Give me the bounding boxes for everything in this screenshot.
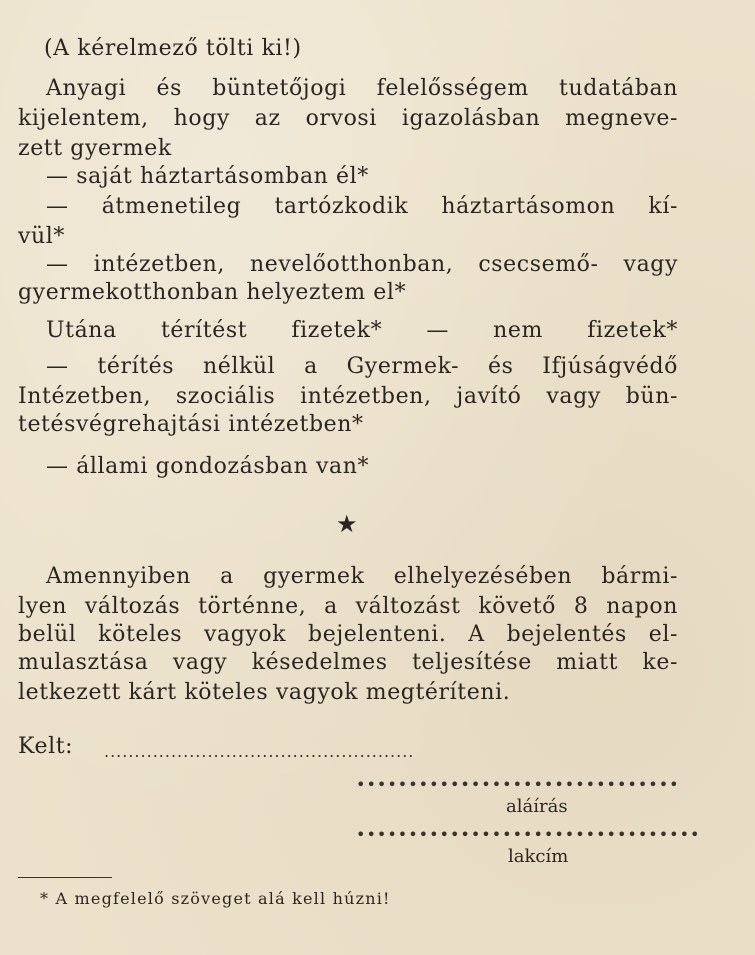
footnote-divider — [18, 877, 112, 878]
notice-line: letkezett kárt köteles vagyok megtéríteni. — [18, 680, 511, 705]
option-line: gyermekotthonban helyeztem el* — [18, 280, 407, 305]
option-line: vül* — [18, 224, 66, 249]
option-line: — saját háztartásomban él* — [46, 164, 369, 189]
option-line: Intézetben, szociális intézetben, javító vagy bün- — [18, 384, 678, 409]
declaration-line: zett gyermek — [18, 136, 172, 161]
star-separator-icon: ★ — [336, 510, 358, 538]
form-header: (A kérelmező tölti ki!) — [44, 36, 302, 61]
date-label: Kelt: — [18, 734, 74, 759]
payment-line: Utána térítést fizetek* — nem fizetek* — [46, 318, 678, 343]
signature-label: aláírás — [506, 796, 568, 817]
address-label: lakcím — [508, 846, 569, 867]
declaration-line: kijelentem, hogy az orvosi igazolásban megneve- — [18, 106, 678, 131]
declaration-line: Anyagi és büntetőjogi felelősségem tudatában — [46, 76, 678, 101]
footnote: * A megfelelő szöveget alá kell húzni! — [40, 889, 391, 908]
date-field[interactable]: ................................................... — [104, 742, 415, 761]
notice-line: lyen változás történne, a változást követő 8 napon — [18, 594, 678, 619]
option-line: — átmenetileg tartózkodik háztartásomon kí- — [46, 194, 678, 219]
notice-line: Amennyiben a gyermek elhelyezésében bármi- — [46, 564, 678, 589]
notice-line: mulasztása vagy késedelmes teljesítése miatt ke- — [18, 650, 678, 675]
option-line: — térítés nélkül a Gyermek- és Ifjúságvédő — [46, 354, 678, 379]
signature-field[interactable]: ••••••••••••••••••••••••••••••• — [356, 775, 680, 794]
address-field[interactable]: ••••••••••••••••••••••••••••••••• — [356, 825, 701, 844]
option-line: tetésvégrehajtási intézetben* — [18, 412, 364, 437]
option-line: — intézetben, nevelőotthonban, csecsemő- vagy — [46, 252, 678, 277]
option-line: — állami gondozásban van* — [46, 454, 370, 479]
notice-line: belül köteles vagyok bejelenteni. A bejelentés el- — [18, 622, 678, 647]
